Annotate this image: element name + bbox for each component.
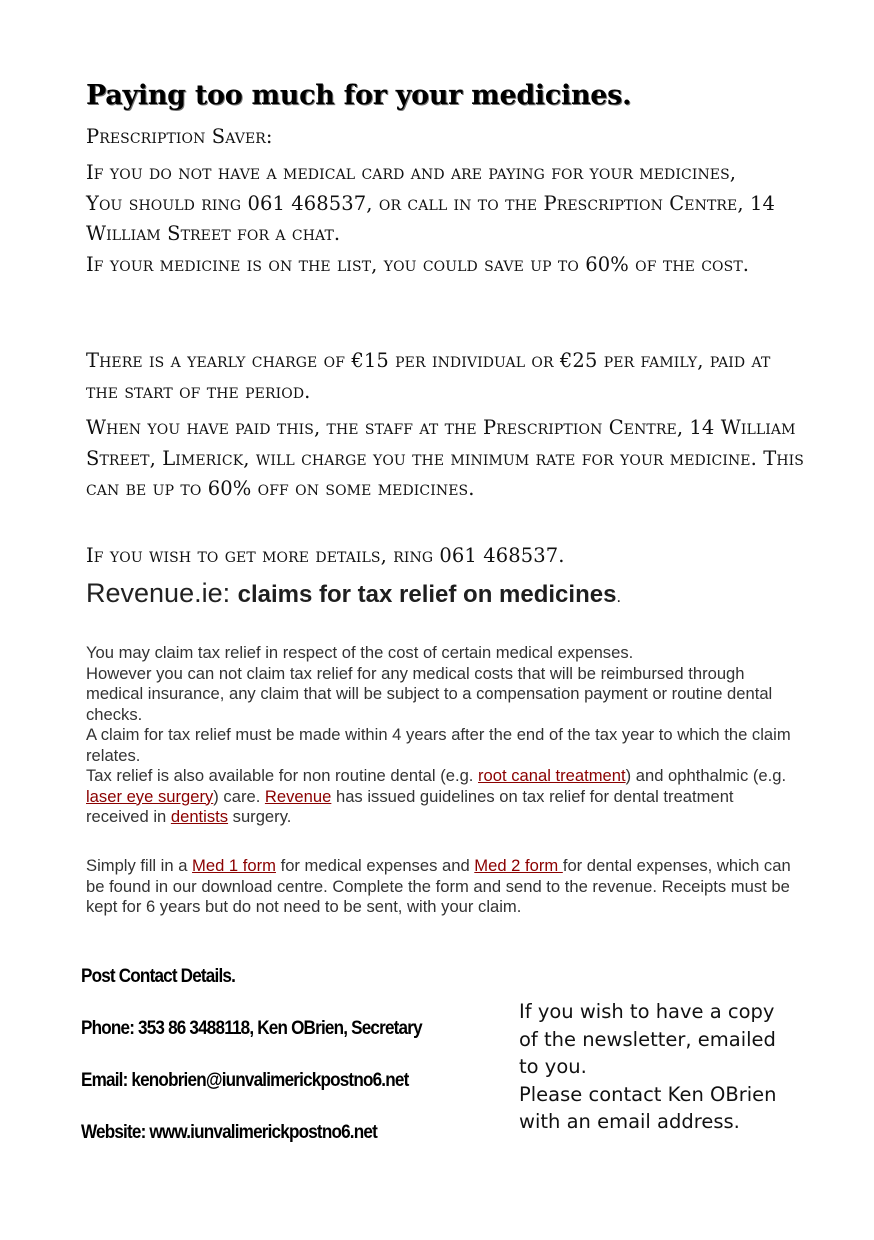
laser-eye-surgery-link[interactable]: laser eye surgery: [86, 786, 214, 806]
newsletter-note: [519, 998, 799, 1136]
staff-paragraph: When you have paid this, the staff at the Prescription Centre, 14 William Street, Limerick, will charge you the minimum rate for your medicine. This can be up to 60% off on some medicines.: [86, 416, 804, 500]
prescription-saver-title: Prescription Saver:: [86, 125, 273, 148]
forms-text-1: Simply fill in a: [86, 856, 193, 875]
dental-text-5: surgery.: [228, 807, 292, 826]
intro-line-4-years: A claim for tax relief must be made within 4 years after the end of the tax year to which the claim relates.: [86, 725, 791, 765]
med-1-form-link[interactable]: Med 1 form: [192, 856, 276, 875]
yearly-charge-paragraph: There is a yearly charge of €15 per individual or €25 per family, paid at the start of the period.: [86, 349, 771, 403]
contact-phone: Phone: 353 86 3488118, Ken OBrien, Secretary: [81, 1018, 422, 1039]
contact-title: Post Contact Details.: [81, 966, 236, 987]
revenue-claims-heading: claims for tax relief on medicines: [237, 581, 617, 608]
revenue-period: .: [616, 587, 622, 606]
newsletter-contact-line: Please contact Ken OBrien with an email address.: [519, 1082, 777, 1133]
more-details-paragraph: If you wish to get more details, ring 061 468537.: [86, 544, 565, 567]
prescription-saver-intro: [86, 158, 806, 280]
forms-text-2: for medical expenses and: [275, 856, 475, 875]
revenue-heading: [86, 578, 621, 609]
dentists-link[interactable]: dentists: [170, 807, 229, 826]
dental-text-3: ) care.: [213, 786, 265, 806]
intro-line-ring: You should ring 061 468537, or call in to the Prescription Centre, 14 William Street for a chat.: [86, 191, 775, 245]
contact-website: Website: www.iunvalimerickpostno6.net: [81, 1122, 377, 1143]
revenue-intro: [86, 643, 791, 828]
dental-text-1: Tax relief is also available for non routine dental (e.g.: [86, 766, 479, 785]
revenue-link[interactable]: Revenue: [264, 786, 332, 806]
dental-text-4: has issued guidelines on tax relief for dental treatment received in: [86, 786, 734, 826]
intro-line-save: If your medicine is on the list, you could save up to 60% of the cost.: [86, 252, 750, 276]
forms-paragraph: [86, 856, 791, 918]
dental-text-2: ) and ophthalmic (e.g.: [625, 766, 787, 785]
forms-text-3: for dental expenses, which can be found in our download centre. Complete the form and send to the revenue. Receipts must be kept for 6 years but do not need to be sent, with your claim.: [86, 856, 791, 916]
contact-email: Email: kenobrien@iunvalimerickpostno6.net: [81, 1070, 409, 1091]
root-canal-link[interactable]: root canal treatment: [478, 766, 626, 785]
intro-line-medical-card: If you do not have a medical card and are paying for your medicines,: [86, 161, 737, 184]
med-2-form-link[interactable]: Med 2 form: [474, 856, 563, 875]
newsletter-copy-line: If you wish to have a copy of the newsletter, emailed to you.: [519, 1000, 776, 1078]
intro-line-claim: You may claim tax relief in respect of the cost of certain medical expenses.: [86, 643, 634, 662]
revenue-site: Revenue.ie:: [86, 578, 238, 608]
page-headline: Paying too much for your medicines.: [86, 80, 632, 111]
intro-line-however: However you can not claim tax relief for any medical costs that will be reimbursed through medical insurance, any claim that will be subject to a compensation payment or routine dental checks.: [86, 663, 773, 724]
